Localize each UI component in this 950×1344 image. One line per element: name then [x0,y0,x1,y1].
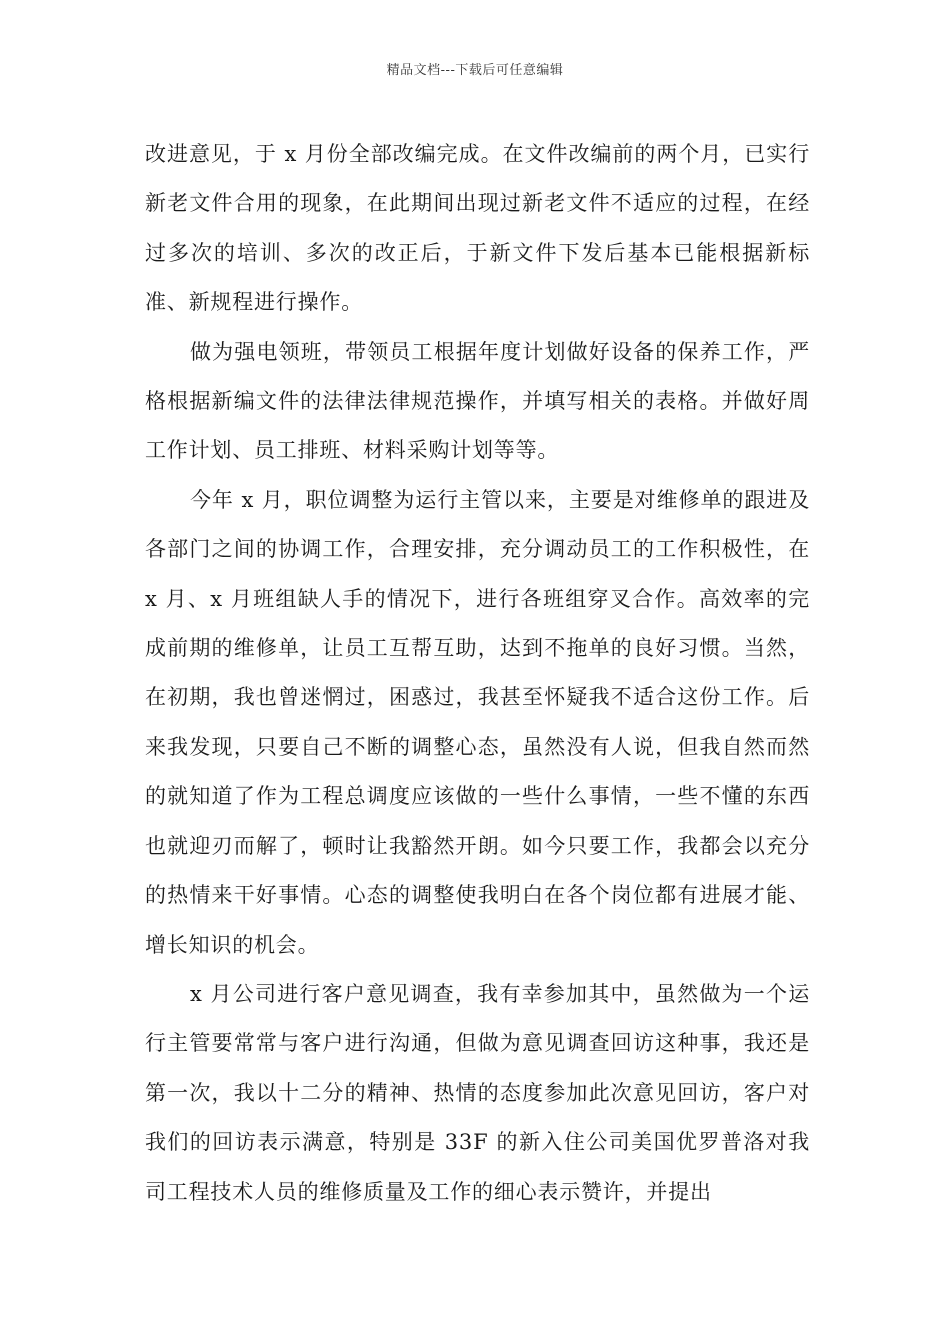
paragraph-2: 做为强电领班，带领员工根据年度计划做好设备的保养工作，严格根据新编文件的法律法律规范操作，并填写相关的表格。并做好周工作计划、员工排班、材料采购计划等等。 [145,339,810,463]
paragraph-3: 今年 x 月，职位调整为运行主管以来，主要是对维修单的跟进及各部门之间的协调工作，合理安排，充分调动员工的工作积极性，在 x 月、x 月班组缺人手的情况下，进行各班组穿叉合作。高效率的完成前期的维修单，让员工互帮互助，达到不拖单的良好习惯。当然，在初期，我也曾迷惘过，困惑过，我甚至怀疑我不适合这份工作。后来我发现，只要自己不断的调整心态，虽然没有人说，但我自然而然的就知道了作为工程总调度应该做的一些什么事情，一些不懂的东西也就迎刃而解了，顿时让我豁然开朗。如今只要工作，我都会以充分的热情来干好事情。心态的调整使我明白在各个岗位都有进展才能、增长知识的机会。 [145,487,810,957]
paragraph-4: x 月公司进行客户意见调查，我有幸参加其中，虽然做为一个运行主管要常常与客户进行沟通，但做为意见调查回访这种事，我还是第一次，我以十二分的精神、热情的态度参加此次意见回访，客户对我们的回访表示满意，特别是 33F 的新入住公司美国优罗普洛对我司工程技术人员的维修质量及工作的细心表示赞许，并提出 [145,981,810,1204]
document-body [145,130,810,1217]
paragraph-1: 改进意见，于 x 月份全部改编完成。在文件改编前的两个月，已实行新老文件合用的现象，在此期间出现过新老文件不适应的过程，在经过多次的培训、多次的改正后，于新文件下发后基本已能根据新标准、新规程进行操作。 [145,142,810,315]
page-header: 精品文档---下载后可任意编辑 [386,63,564,78]
